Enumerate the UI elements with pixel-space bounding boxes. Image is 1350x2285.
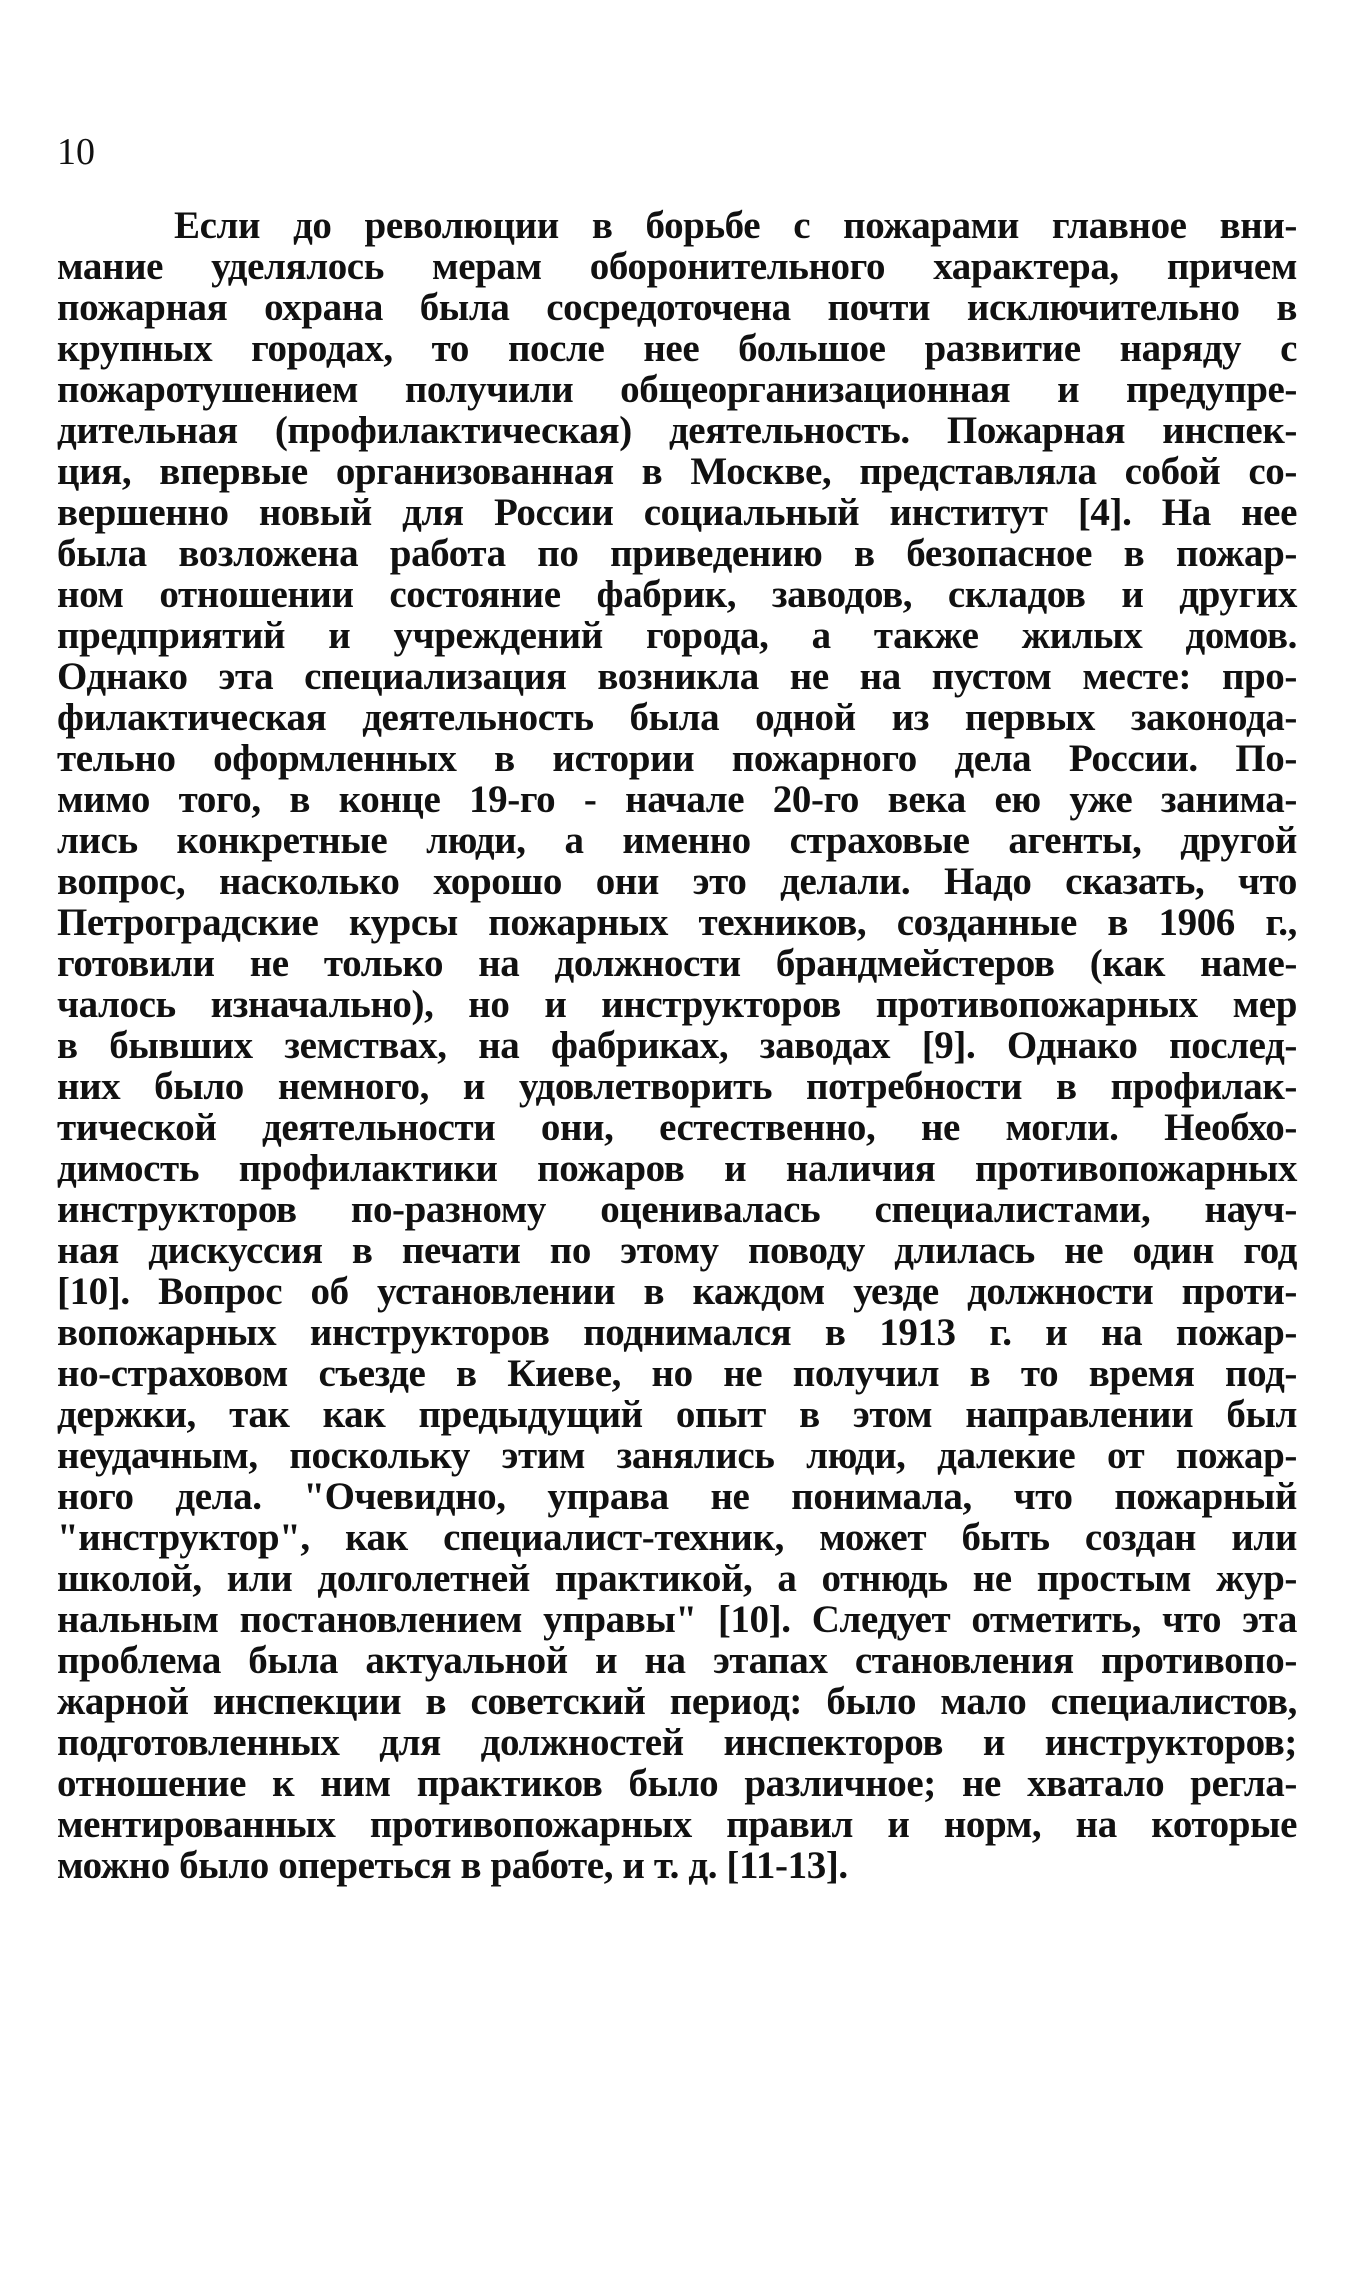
- text-line: Если до революции в борьбе с пожарами главное вни-: [174, 204, 1297, 247]
- text-line: жарной инспекции в советский период: было мало специалистов,: [57, 1680, 1297, 1723]
- text-line: держки, так как предыдущий опыт в этом направлении был: [57, 1393, 1297, 1436]
- text-line: тической деятельности они, естественно, не могли. Необхо-: [57, 1106, 1297, 1149]
- text-line: димость профилактики пожаров и наличия противопожарных: [57, 1147, 1297, 1190]
- text-line: можно было опереться в работе, и т. д. [11-13].: [57, 1844, 848, 1887]
- text-line: мание уделялось мерам оборонительного характера, причем: [57, 245, 1297, 288]
- text-line: вопожарных инструкторов поднимался в 1913 г. и на пожар-: [57, 1311, 1297, 1354]
- text-line: нальным постановлением управы" [10]. Следует отметить, что эта: [57, 1598, 1297, 1641]
- text-line: подготовленных для должностей инспекторов и инструкторов;: [57, 1721, 1297, 1764]
- text-line: неудачным, поскольку этим занялись люди, далекие от пожар-: [57, 1434, 1297, 1477]
- text-line: дительная (профилактическая) деятельность. Пожарная инспек-: [57, 409, 1297, 452]
- text-line: [10]. Вопрос об установлении в каждом уезде должности проти-: [57, 1270, 1297, 1313]
- text-line: вершенно новый для России социальный институт [4]. На нее: [57, 491, 1297, 534]
- text-line: в бывших земствах, на фабриках, заводах [9]. Однако послед-: [57, 1024, 1297, 1067]
- text-line: школой, или долголетней практикой, а отнюдь не простым жур-: [57, 1557, 1297, 1600]
- text-line: ном отношении состояние фабрик, заводов, складов и других: [57, 573, 1297, 616]
- text-line: ного дела. "Очевидно, управа не понимала, что пожарный: [57, 1475, 1297, 1518]
- text-line: предприятий и учреждений города, а также жилых домов.: [57, 614, 1297, 657]
- text-line: Петроградские курсы пожарных техников, созданные в 1906 г.,: [57, 901, 1297, 944]
- text-line: отношение к ним практиков было различное; не хватало регла-: [57, 1762, 1297, 1805]
- body-paragraph: [57, 205, 1297, 1886]
- text-line: них было немного, и удовлетворить потребности в профилак-: [57, 1065, 1297, 1108]
- text-line: мимо того, в конце 19-го - начале 20-го века ею уже занима-: [57, 778, 1297, 821]
- text-line: крупных городах, то после нее большое развитие наряду с: [57, 327, 1297, 370]
- text-line: филактическая деятельность была одной из первых законода-: [57, 696, 1297, 739]
- text-line: готовили не только на должности брандмейстеров (как наме-: [57, 942, 1297, 985]
- page-number: 10: [57, 131, 95, 173]
- text-line: была возложена работа по приведению в безопасное в пожар-: [57, 532, 1297, 575]
- text-line: пожарная охрана была сосредоточена почти исключительно в: [57, 286, 1297, 329]
- text-line: инструкторов по-разному оценивалась специалистами, науч-: [57, 1188, 1297, 1231]
- text-line: лись конкретные люди, а именно страховые агенты, другой: [57, 819, 1297, 862]
- text-line: тельно оформленных в истории пожарного дела России. По-: [57, 737, 1297, 780]
- text-line: вопрос, насколько хорошо они это делали. Надо сказать, что: [57, 860, 1297, 903]
- text-line: чалось изначально), но и инструкторов противопожарных мер: [57, 983, 1297, 1026]
- text-line: ментированных противопожарных правил и норм, на которые: [57, 1803, 1297, 1846]
- text-line: "инструктор", как специалист-техник, может быть создан или: [57, 1516, 1297, 1559]
- text-line: ция, впервые организованная в Москве, представляла собой со-: [57, 450, 1297, 493]
- text-line: Однако эта специализация возникла не на пустом месте: про-: [57, 655, 1297, 698]
- text-line: проблема была актуальной и на этапах становления противопо-: [57, 1639, 1297, 1682]
- text-line: но-страховом съезде в Киеве, но не получил в то время под-: [57, 1352, 1297, 1395]
- text-line: ная дискуссия в печати по этому поводу длилась не один год: [57, 1229, 1297, 1272]
- text-line: пожаротушением получили общеорганизационная и предупре-: [57, 368, 1297, 411]
